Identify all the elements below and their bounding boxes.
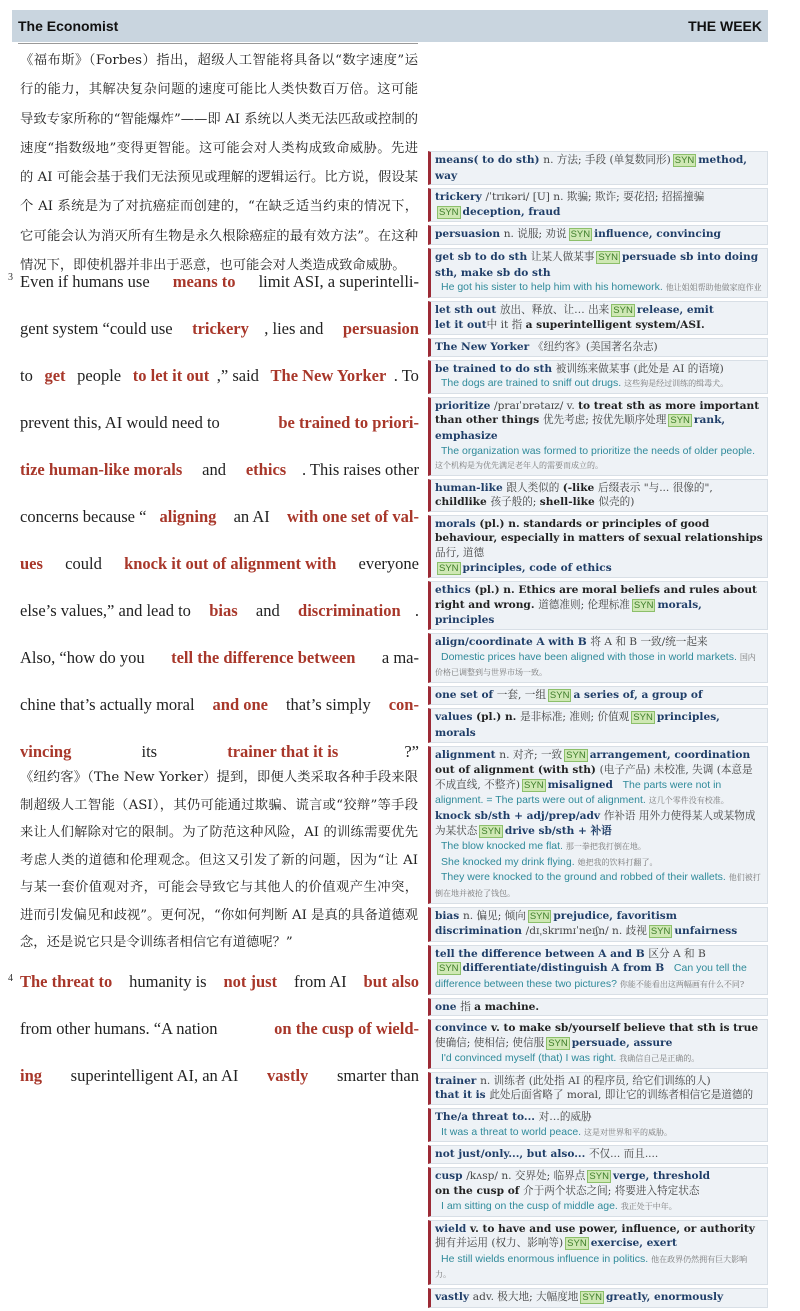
- syn-badge: SYN: [674, 155, 695, 166]
- synonyms: unfairness: [674, 925, 738, 938]
- text-segment: smarter than: [332, 1066, 419, 1085]
- text-segment: ?”: [404, 742, 419, 761]
- syn-badge: SYN: [613, 304, 633, 316]
- vocabulary-entry: [428, 1288, 768, 1308]
- vocabulary-entry: [428, 338, 768, 357]
- text-line: [20, 634, 419, 681]
- highlighted-phrase: to let it out: [132, 366, 210, 385]
- syn-badge: SYN: [439, 963, 459, 975]
- example-translation: 国内价格已调整到与世界市场一致。: [435, 652, 756, 678]
- definition: adv. 极大地; 大幅度地: [472, 1291, 579, 1303]
- text-line: [20, 540, 419, 587]
- highlighted-phrase: vastly: [267, 1066, 309, 1085]
- highlighted-phrase: trainer that it is: [227, 742, 339, 761]
- example-translation: 他让姐姐帮助他做家庭作业: [665, 283, 762, 293]
- example-translation: 他在政界仍然拥有巨大影响力。: [435, 1254, 748, 1280]
- text-segment: could: [61, 554, 106, 573]
- example-sentence: They were knocked to the ground and robbed of their wallets.: [441, 871, 729, 884]
- headword: not just/only..., but also...: [435, 1148, 589, 1161]
- headword: one set of: [435, 688, 497, 701]
- headword: wield: [435, 1222, 471, 1235]
- vocabulary-entry: [428, 479, 768, 512]
- syn-badge: SYN: [566, 749, 586, 761]
- highlighted-phrase: trickery: [192, 319, 249, 338]
- text-segment: Even if humans use: [20, 272, 154, 291]
- text-segment: everyone: [354, 554, 419, 573]
- headword: The New Yorker: [435, 340, 533, 353]
- text-line: [20, 958, 419, 1005]
- highlighted-phrase: and one: [212, 695, 269, 714]
- highlighted-phrase: ues: [20, 554, 43, 573]
- definition: 孩子般的;: [490, 496, 540, 509]
- highlighted-phrase: bias: [209, 601, 238, 620]
- definition: n. 训练者 (此处指 AI 的程序员, 给它们训练的人): [480, 1074, 711, 1087]
- example-sentence: The organization was formed to prioritize the needs of older people.: [441, 444, 756, 457]
- definition: 此处后面省略了 moral, 即让它的训练者相信它是道德的: [489, 1089, 754, 1102]
- text-segment: a ma-: [377, 648, 419, 667]
- synonyms: deception, fraud: [462, 205, 561, 218]
- definition: v. to have and use power, influence, or authority: [470, 1222, 755, 1235]
- synonyms: verge, threshold: [612, 1169, 711, 1182]
- headword: prioritize: [435, 399, 495, 412]
- definition: a machine.: [474, 1000, 540, 1013]
- definition: 作补语 用外力使得某人或某物成为某状态: [435, 809, 756, 837]
- headword: that it is: [435, 1089, 490, 1102]
- highlighted-phrase: persuasion: [342, 319, 419, 338]
- definition: (pl.) n.: [476, 711, 521, 724]
- headword: one: [435, 1000, 461, 1013]
- definition: 区分 A 和 B: [648, 947, 706, 960]
- definition: shell-like: [539, 496, 599, 509]
- highlighted-phrase: The New Yorker: [270, 366, 387, 385]
- headword: get sb to do sth: [435, 250, 531, 263]
- english-paragraph-4: [20, 958, 419, 1099]
- text-segment: from AI: [289, 972, 351, 991]
- highlighted-phrase: means to: [172, 272, 236, 291]
- text-line: [20, 493, 419, 540]
- example-sentence: I'd convinced myself (that) I was right.: [441, 1052, 620, 1065]
- syn-badge: SYN: [549, 689, 570, 701]
- text-segment: prevent this, AI would need to: [20, 413, 224, 432]
- headword: discrimination: [435, 925, 526, 938]
- example-sentence: I am sitting on the cusp of middle age.: [441, 1200, 621, 1213]
- vocabulary-entry: [428, 633, 768, 683]
- synonyms: prejudice, favoritism: [553, 909, 677, 922]
- definition: 拥有并运用 (权力、影响等): [435, 1237, 564, 1250]
- definition: 优先考虑; 按优先顺序处理: [542, 414, 667, 427]
- headword: tell the difference between A and B: [435, 947, 649, 960]
- vocabulary-entry: [428, 1145, 768, 1164]
- synonyms: release, emit: [636, 303, 714, 316]
- vocabulary-entry: [428, 301, 768, 335]
- text-line: [20, 446, 419, 493]
- headword: knock sb/sth + adj/prep/adv: [435, 809, 604, 822]
- headword: vastly: [435, 1291, 473, 1303]
- vocabulary-notes: [428, 151, 768, 1311]
- text-segment: people: [73, 366, 126, 385]
- highlighted-phrase: on the cusp of wield-: [274, 1019, 419, 1038]
- synonyms: drive sb/sth + 补语: [504, 824, 612, 837]
- english-paragraph-3: [20, 258, 419, 775]
- highlighted-phrase: ing: [20, 1066, 43, 1085]
- text-segment: humanity is: [125, 972, 211, 991]
- definition: a superintelligent system/ASI.: [525, 319, 705, 332]
- example-translation: 你能不能看出这两幅画有什么不同?: [619, 979, 745, 989]
- text-segment: that’s simply: [281, 695, 375, 714]
- synonyms: method, way: [435, 154, 747, 182]
- headword: align/coordinate A with B: [435, 636, 591, 649]
- highlighted-phrase: discrimination: [298, 601, 401, 620]
- chinese-translation-paragraph-2: 《纽约客》（The New Yorker）提到，即便人类采取各种手段来限制超级人工智能（ASI），其仍可能通过欺骗、谎言或“狡辩”等手段来让人们解除对它的限制。为了防范这种风险，AI 的训练需要优先考虑人类的道德和伦理观念。但这又引发了新的问题，因为“让 AI 与某一套价值观对齐，可能会导致它与其他人的价值观产生冲突，进而引发偏见和歧视”。更何况，“你如何判断 AI 是真的具备道德观念，还是说它只是令训练者相信它有道德呢？”: [20, 770, 418, 950]
- definition: 让某人做某事: [530, 250, 595, 263]
- synonyms: misaligned: [547, 778, 617, 791]
- highlighted-phrase: ethics: [245, 460, 287, 479]
- synonyms: a series of, a group of: [573, 688, 703, 701]
- headword: means( to do sth): [435, 154, 544, 166]
- text-segment: else’s values,” and lead to: [20, 601, 196, 620]
- vocabulary-entry: [428, 1220, 768, 1285]
- example-translation: 这个机构是为优先满足老年人的需要而成立的。: [435, 461, 603, 471]
- text-segment: .: [414, 601, 419, 620]
- headword: cusp: [435, 1169, 467, 1182]
- example-sentence: The blow knocked me flat.: [441, 840, 566, 853]
- syn-badge: SYN: [529, 910, 550, 922]
- definition: /dɪˌskrɪmɪˈneɪʃn/ n. 歧视: [525, 925, 647, 938]
- highlighted-phrase: tize human-like morals: [20, 460, 183, 479]
- highlighted-phrase: get: [44, 366, 66, 385]
- divider: [18, 43, 418, 44]
- syn-badge: SYN: [567, 1238, 587, 1250]
- text-line: [20, 258, 419, 305]
- highlighted-phrase: not just: [223, 972, 278, 991]
- headword: morals: [435, 517, 480, 530]
- syn-badge: SYN: [481, 825, 501, 837]
- definition: n. 偏见; 倾向: [462, 909, 526, 922]
- vocabulary-entry: [428, 1167, 768, 1217]
- synonyms: principles, code of ethics: [462, 561, 612, 574]
- paragraph-number: 3: [8, 272, 13, 283]
- text-line: [20, 587, 419, 634]
- text-line: [20, 681, 419, 728]
- definition: 被训练来做某事 (此处是 AI 的语境): [555, 362, 724, 375]
- vocabulary-entry: [428, 581, 768, 630]
- syn-badge: SYN: [524, 779, 544, 791]
- text-line: [20, 1005, 419, 1052]
- highlighted-phrase: The threat to: [20, 972, 113, 991]
- text-segment: from other humans. “A nation: [20, 1019, 222, 1038]
- definition: 一套, 一组: [496, 688, 546, 701]
- headword: human-like: [435, 481, 507, 494]
- vocabulary-entry: [428, 225, 768, 245]
- paragraph-number: 4: [8, 973, 13, 984]
- section-name: THE WEEK: [688, 18, 762, 34]
- headword: persuasion: [435, 228, 504, 241]
- synonyms: greatly, enormously: [605, 1291, 724, 1303]
- text-line: [20, 1052, 419, 1099]
- vocabulary-entry: [428, 907, 768, 942]
- text-segment: gent system “could use: [20, 319, 177, 338]
- syn-badge: SYN: [598, 251, 618, 263]
- syn-badge: SYN: [570, 229, 591, 241]
- definition: (pl.) n. Ethics are moral beliefs and rules about right and wrong.: [435, 584, 757, 611]
- headword: be trained to do sth: [435, 362, 556, 375]
- vocabulary-entry: [428, 1019, 768, 1069]
- text-segment: to: [20, 366, 37, 385]
- example-translation: 我正处于中年。: [620, 1202, 677, 1212]
- definition: 《纽约客》(美国著名杂志): [532, 340, 658, 353]
- synonyms: persuade sb into doing sth, make sb do sth: [435, 250, 759, 279]
- headword: trainer: [435, 1074, 481, 1087]
- definition: 将 A 和 B 一致/统一起来: [590, 636, 708, 649]
- highlighted-phrase: tell the difference between: [171, 648, 356, 667]
- definition: n. 方法; 手段 (单复数同形): [543, 154, 671, 166]
- example-translation: 他们被打倒在地并被抢了钱包。: [435, 873, 761, 898]
- definition: on the cusp of: [435, 1185, 524, 1198]
- definition: 跟人类似的: [506, 481, 563, 494]
- vocabulary-entry: [428, 188, 768, 222]
- example-sentence: The parts were not in alignment. = The parts were out of alignment.: [435, 778, 722, 807]
- highlighted-phrase: be trained to priori-: [278, 413, 419, 432]
- example-sentence: He got his sister to help him with his homework.: [441, 281, 666, 294]
- vocabulary-entry: [428, 1072, 768, 1105]
- text-line: [20, 399, 419, 446]
- vocabulary-entry: [428, 515, 768, 578]
- definition: (-like: [562, 481, 598, 494]
- highlighted-phrase: con-: [388, 695, 419, 714]
- vocabulary-entry: [428, 686, 768, 706]
- text-segment: an AI: [229, 507, 274, 526]
- vocabulary-entry: [428, 708, 768, 742]
- syn-badge: SYN: [439, 206, 459, 218]
- headword: values: [435, 711, 477, 724]
- highlighted-phrase: knock it out of alignment with: [124, 554, 337, 573]
- vocabulary-entry: [428, 746, 768, 904]
- text-segment: , lies and: [264, 319, 328, 338]
- syn-badge: SYN: [670, 415, 690, 427]
- text-line: [20, 305, 419, 352]
- syn-badge: SYN: [589, 1170, 609, 1182]
- example-translation: 这几个零件没有校准。: [648, 796, 729, 806]
- headword: The/a threat to...: [435, 1111, 539, 1124]
- definition: out of alignment (with sth): [435, 764, 600, 777]
- syn-badge: SYN: [548, 1037, 568, 1049]
- headword: alignment: [435, 748, 500, 761]
- vocabulary-entry: [428, 151, 768, 185]
- vocabulary-entry: [428, 397, 768, 476]
- headword: let it out: [435, 319, 487, 332]
- headword: let sth out: [435, 303, 500, 316]
- definition: 不仅... 而且....: [588, 1148, 659, 1161]
- headword: convince: [435, 1022, 491, 1035]
- publication-name: The Economist: [18, 18, 119, 34]
- synonyms: influence, convincing: [594, 228, 721, 241]
- text-segment: and: [198, 460, 231, 479]
- chinese-translation-paragraph-1: 《福布斯》（Forbes）指出，超级人工智能将具备以“数字速度”运行的能力，其解决复杂问题的速度可能比人类快数百万倍。这可能导致专家所称的“智能爆炸”——即 AI 系统以人类无法匹敌或控制的速度“指数级地”变得更智能。这可能会对人类构成致命威胁。先进的 AI 可能会基于我们无法预见或理解的逻辑运行。比方说，假设某个 AI 系统是为了对抗癌症而创建的，“在缺乏适当约束的情况下，它可能会认为消灭所有生物是永久根除癌症的最有效方法”。在这种情况下，即使机器并非出于恶意，也可能会对人类造成致命威胁。: [20, 53, 419, 274]
- definition: 对…的威胁: [538, 1111, 592, 1124]
- synonyms: differentiate/distinguish A from B: [462, 962, 668, 975]
- example-sentence: The dogs are trained to sniff out drugs.: [441, 377, 625, 390]
- definition: 似壳的): [598, 496, 635, 509]
- syn-badge: SYN: [633, 712, 653, 724]
- definition: (pl.) n. standards or principles of good behaviour, especially in matters of sexual relationships: [435, 517, 763, 545]
- highlighted-phrase: vincing: [20, 742, 72, 761]
- text-segment: superintelligent AI, an AI: [66, 1066, 243, 1085]
- vocabulary-entry: [428, 1108, 768, 1142]
- vocabulary-entry: [428, 998, 768, 1017]
- text-segment: its: [137, 742, 162, 761]
- definition: 道德准则; 伦理标准: [538, 598, 630, 611]
- text-segment: concerns because “: [20, 507, 147, 526]
- highlighted-phrase: with one set of val-: [286, 507, 419, 526]
- definition: (电子产品) 未校准, 失调 (本意是不成直线, 不整齐): [435, 764, 753, 791]
- definition: 放出、释放、让… 出来: [499, 303, 610, 316]
- syn-badge: SYN: [650, 926, 671, 938]
- definition: n. 说服; 劝说: [503, 228, 567, 241]
- definition: 介于两个状态之间; 将要进入特定状态: [523, 1185, 700, 1198]
- page-header: [12, 10, 768, 42]
- vocabulary-entry: [428, 248, 768, 298]
- example-translation: 那一拳把我打倒在地。: [565, 842, 646, 852]
- headword: bias: [435, 909, 463, 922]
- highlighted-phrase: but also: [363, 972, 419, 991]
- definition: 品行, 道德: [435, 547, 485, 560]
- synonyms: principles, morals: [435, 711, 720, 739]
- example-sentence: Can you tell the difference between these two pictures?: [435, 962, 747, 990]
- vocabulary-entry: [428, 945, 768, 995]
- synonyms: rank, emphasize: [435, 414, 726, 442]
- definition: 指: [460, 1000, 475, 1013]
- definition: /ˈtrɪkəri/ [U] n. 欺骗; 欺诈; 耍花招; 招摇撞骗: [485, 191, 705, 204]
- text-segment: chine that’s actually moral: [20, 695, 199, 714]
- example-translation: 这些狗是经过训练的缉毒犬。: [624, 379, 729, 389]
- example-sentence: He still wields enormous influence in politics.: [441, 1252, 652, 1265]
- highlighted-phrase: aligning: [159, 507, 217, 526]
- text-segment: Also, “how do you: [20, 648, 149, 667]
- definition: n. 对齐; 一致: [499, 748, 563, 761]
- definition: /praɪˈɒrətaɪz/ v.: [494, 399, 579, 412]
- example-sentence: She knocked my drink flying.: [441, 855, 578, 868]
- synonyms: arrangement, coordination: [589, 748, 751, 761]
- syn-badge: SYN: [439, 562, 459, 574]
- text-segment: . This raises other: [301, 460, 419, 479]
- example-translation: 她把我的饮料打翻了。: [577, 857, 658, 867]
- example-sentence: Domestic prices have been aligned with those in world markets.: [441, 650, 740, 663]
- definition: 后缀表示 "与... 很像的",: [597, 481, 713, 494]
- definition: 中 it 指: [486, 319, 526, 332]
- example-translation: 这是对世界和平的威胁。: [584, 1127, 672, 1137]
- syn-badge: SYN: [582, 1292, 602, 1303]
- example-sentence: It was a threat to world peace.: [441, 1125, 584, 1138]
- definition: 是非标准; 准则; 价值观: [520, 711, 630, 724]
- text-segment: . To: [393, 366, 419, 385]
- vocabulary-entry: [428, 360, 768, 394]
- text-segment: and: [251, 601, 284, 620]
- definition: /kʌsp/ n. 交界处; 临界点: [466, 1169, 586, 1182]
- definition: to treat sth as more important than other things: [435, 399, 760, 427]
- headword: ethics: [435, 584, 475, 597]
- synonyms: persuade, assure: [571, 1036, 673, 1049]
- synonyms: exercise, exert: [590, 1237, 677, 1250]
- definition: childlike: [435, 496, 491, 509]
- text-segment: ,” said: [216, 366, 264, 385]
- synonyms: morals, principles: [435, 598, 702, 627]
- definition: v. to make sb/yourself believe that sth is true: [490, 1022, 759, 1035]
- example-translation: 我确信自己是正确的。: [619, 1054, 700, 1064]
- text-line: [20, 352, 419, 399]
- text-segment: limit ASI, a superintelli-: [254, 272, 419, 291]
- definition: 使确信; 使相信; 使信服: [435, 1036, 545, 1049]
- headword: trickery: [435, 191, 486, 204]
- syn-badge: SYN: [633, 599, 654, 611]
